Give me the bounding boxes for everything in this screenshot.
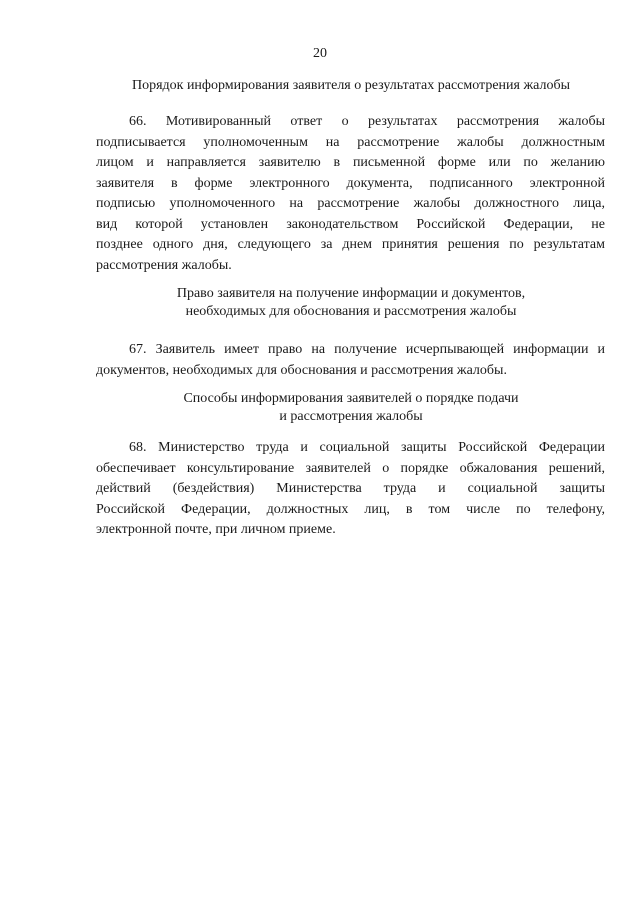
- paragraph-line: документов, необходимых для обоснования и рассмотрения жалобы.: [96, 362, 507, 378]
- heading-line: Способы информирования заявителей о порядке подачи: [183, 391, 519, 406]
- paragraph-line: вид которой установлен законодательством Российской Федерации, не: [96, 216, 605, 232]
- paragraph-line: позднее одного дня, следующего за днем принятия решения по результатам: [96, 237, 605, 252]
- heading-line: и рассмотрения жалобы: [279, 409, 423, 424]
- paragraph-line: 67. Заявитель имеет право на получение исчерпывающей информации и: [129, 342, 605, 357]
- paragraph-line: обеспечивает консультирование заявителей о порядке обжалования решений,: [96, 460, 605, 476]
- section-heading-informing-methods: [96, 390, 606, 426]
- paragraph-line: рассмотрения жалобы.: [96, 257, 232, 273]
- paragraph-line: 68. Министерство труда и социальной защиты Российской Федерации: [129, 440, 605, 455]
- paragraph-line: лицом и направляется заявителю в письменной форме или по желанию: [96, 155, 605, 170]
- paragraph-66: [96, 112, 605, 276]
- paragraph-line: заявителя в форме электронного документа, подписанного электронной: [96, 175, 605, 191]
- paragraph-line: подписывается уполномоченным на рассмотрение жалобы должностным: [96, 134, 605, 150]
- section-heading-right-to-information: [96, 285, 606, 321]
- paragraph-67: [96, 340, 605, 381]
- heading-line: Порядок информирования заявителя о результатах рассмотрения жалобы: [131, 78, 571, 93]
- heading-line: Право заявителя на получение информации и документов,: [176, 286, 526, 301]
- page-number: 20: [313, 46, 327, 61]
- paragraph-line: 66. Мотивированный ответ о результатах рассмотрения жалобы: [129, 114, 605, 129]
- paragraph-68: [96, 438, 605, 541]
- heading-line: необходимых для обоснования и рассмотрения жалобы: [185, 304, 517, 319]
- paragraph-line: подписью уполномоченного на рассмотрение жалобы должностного лица,: [96, 196, 605, 211]
- paragraph-line: действий (бездействия) Министерства труда и социальной защиты: [96, 481, 605, 496]
- section-heading-complaint-result-notification: [96, 77, 606, 95]
- paragraph-line: Российской Федерации, должностных лиц, в том числе по телефону,: [96, 501, 605, 517]
- paragraph-line: электронной почте, при личном приеме.: [96, 522, 336, 537]
